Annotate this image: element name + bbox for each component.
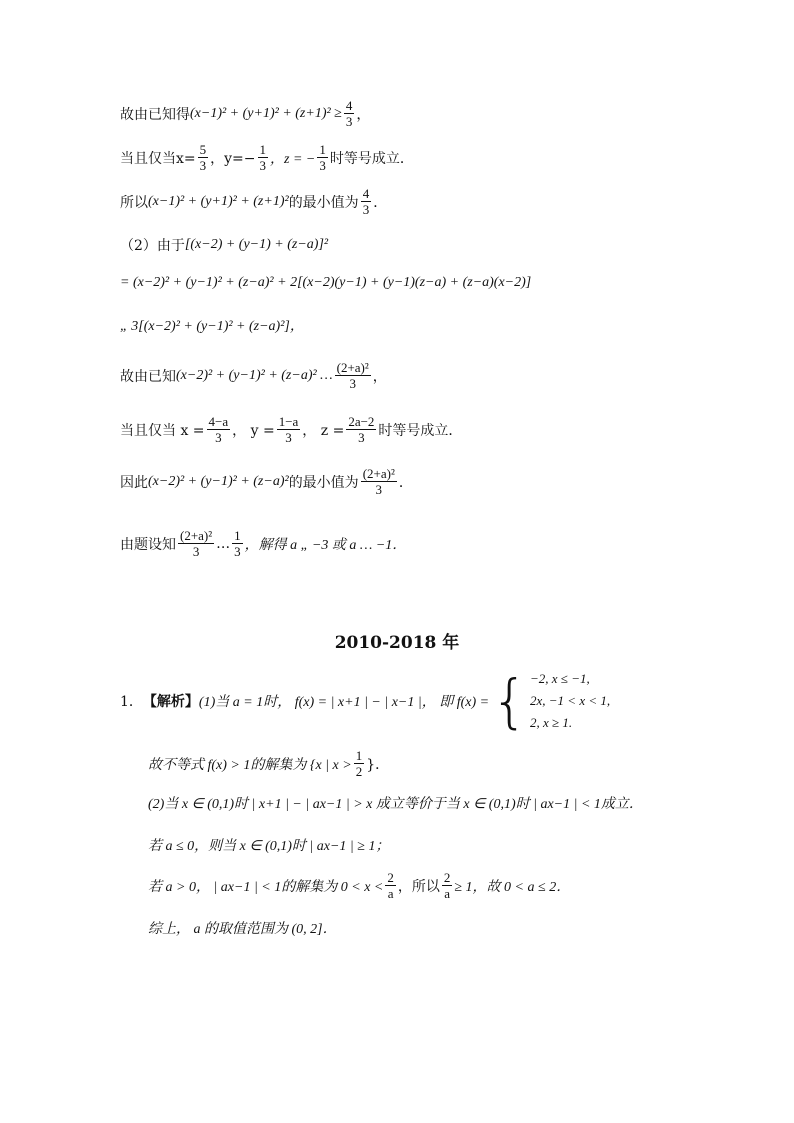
text-line: 当且仅当 x = $\frac{4-a}{3}$ ， y = $\frac{1-a}{3}$ ， z = $\frac{2a-2}{3}$ 时等号成立． [120,414,463,445]
section-heading: 2010-2018 年 [334,633,460,653]
fraction: $\frac{1}{2}$ [355,748,363,779]
text-line: 若 a > 0， | ax−1 | < 1的解集为 0 < x < $\frac{2}{a}$ ，所以 $\frac{2}{a}$ ≥ 1，故 0 < a ≤ 2． [148,870,571,901]
math-expression: (x−2)² + (y−1)² + (z−a)² [148,473,289,489]
left-brace: { [491,667,529,735]
fraction: $\frac{1}{3}$ [319,142,326,173]
text-line: 综上， a 的取值范围为 (0, 2]． [148,922,337,937]
text-line: 故由已知 (x−2)² + (y−1)² + (z−a)² … $\frac{\text{(2+a)²}}{3}$ ， [120,360,387,391]
fraction: $\frac{2a-2}{3}$ [348,414,375,445]
fraction: $\frac{1}{3}$ [234,528,241,559]
fraction: $\frac{1}{3}$ [259,142,267,173]
fraction: $\frac{2}{a}$ [387,870,394,901]
text-line [120,275,531,291]
text-line: （2）由于 [(x−2) + (y−1) + (z−a)]² [120,237,329,254]
fraction: $\frac{\text{(2+a)²}}{3}$ [336,360,369,391]
problem-intro: (1)当 a = 1时， f(x) = | x+1 | − | x−1 |， 即 f(x) = [198,695,490,710]
fraction: $\frac{4-a}{3}$ [208,414,229,445]
math-expression: (x−1)² + (y+1)² + (z+1)² ≥ [190,105,342,121]
math-expression: [(x−2) + (y−1) + (z−a)]² [184,237,329,252]
piecewise-function [489,668,610,734]
math-expression: (x−1)² + (y+1)² + (z+1)² [148,193,289,209]
fraction: $\frac{\text{(2+a)²}}{3}$ [180,528,213,559]
text-line: 若 a ≤ 0，则当 x ∈ (0,1)时 | ax−1 | ≥ 1； [148,839,390,854]
text-line: 故不等式 f(x) > 1的解集为 {x | x > $\frac{1}{2}$ }． [148,748,390,779]
line-text: 故由已知得 [120,106,190,123]
text-line [120,315,304,335]
text-line: 故由已知得 (x−1)² + (y+1)² + (z+1)² ≥ $\frac{4}{3}$ ， [120,98,371,129]
fraction: $\frac{4}{3}$ [362,186,370,217]
text-line: 所以 (x−1)² + (y+1)² + (z+1)² 的最小值为 $\frac{4}{3}$ ． [120,186,388,217]
math-expression: = (x−2)² + (y−1)² + (z−a)² + 2[(x−2)(y−1) + (y−1)(z−a) + (z−a)(x−2)] [120,275,532,290]
fraction: $\frac{1-a}{3}$ [278,414,299,445]
text-line: (2)当 x ∈ (0,1)时 | x+1 | − | ax−1 | > x 成立等价于当 x ∈ (0,1)时 | ax−1 | < 1成立． [148,797,643,812]
math-expression: „ 3[(x−2)² + (y−1)² + (z−a)²]， [120,319,304,334]
case-3: 2, x ≥ 1. [530,715,573,730]
case-1: −2, x ≤ −1, [530,671,590,686]
text-line: 因此 (x−2)² + (y−1)² + (z−a)² 的最小值为 $\frac{\text{(2+a)²}}{3}$ ． [120,466,413,497]
problem-number: 1． [120,694,143,710]
case-2: 2x, −1 < x < 1, [530,693,611,708]
fraction: $\frac{4}{3}$ [345,98,353,129]
text-line: 由题设知 $\frac{\text{(2+a)²}}{3}$ … $\frac{1}{3}$ ，解得 a „ −3 或 a … −1． [120,528,407,559]
math-expression: (x−2)² + (y−1)² + (z−a)² … [176,367,333,383]
text-line: 当且仅当x= $\frac{5}{3}$ ，y=− $\frac{1}{3}$ ，z = − $\frac{1}{3}$ 时等号成立． [120,142,414,173]
fraction: $\frac{2}{a}$ [443,870,451,901]
fraction: $\frac{5}{3}$ [199,142,207,173]
fraction: $\frac{\text{(2+a)²}}{3}$ [362,466,395,497]
analysis-tag: 【解析】 [142,694,199,710]
problem-intro-line [120,668,610,734]
